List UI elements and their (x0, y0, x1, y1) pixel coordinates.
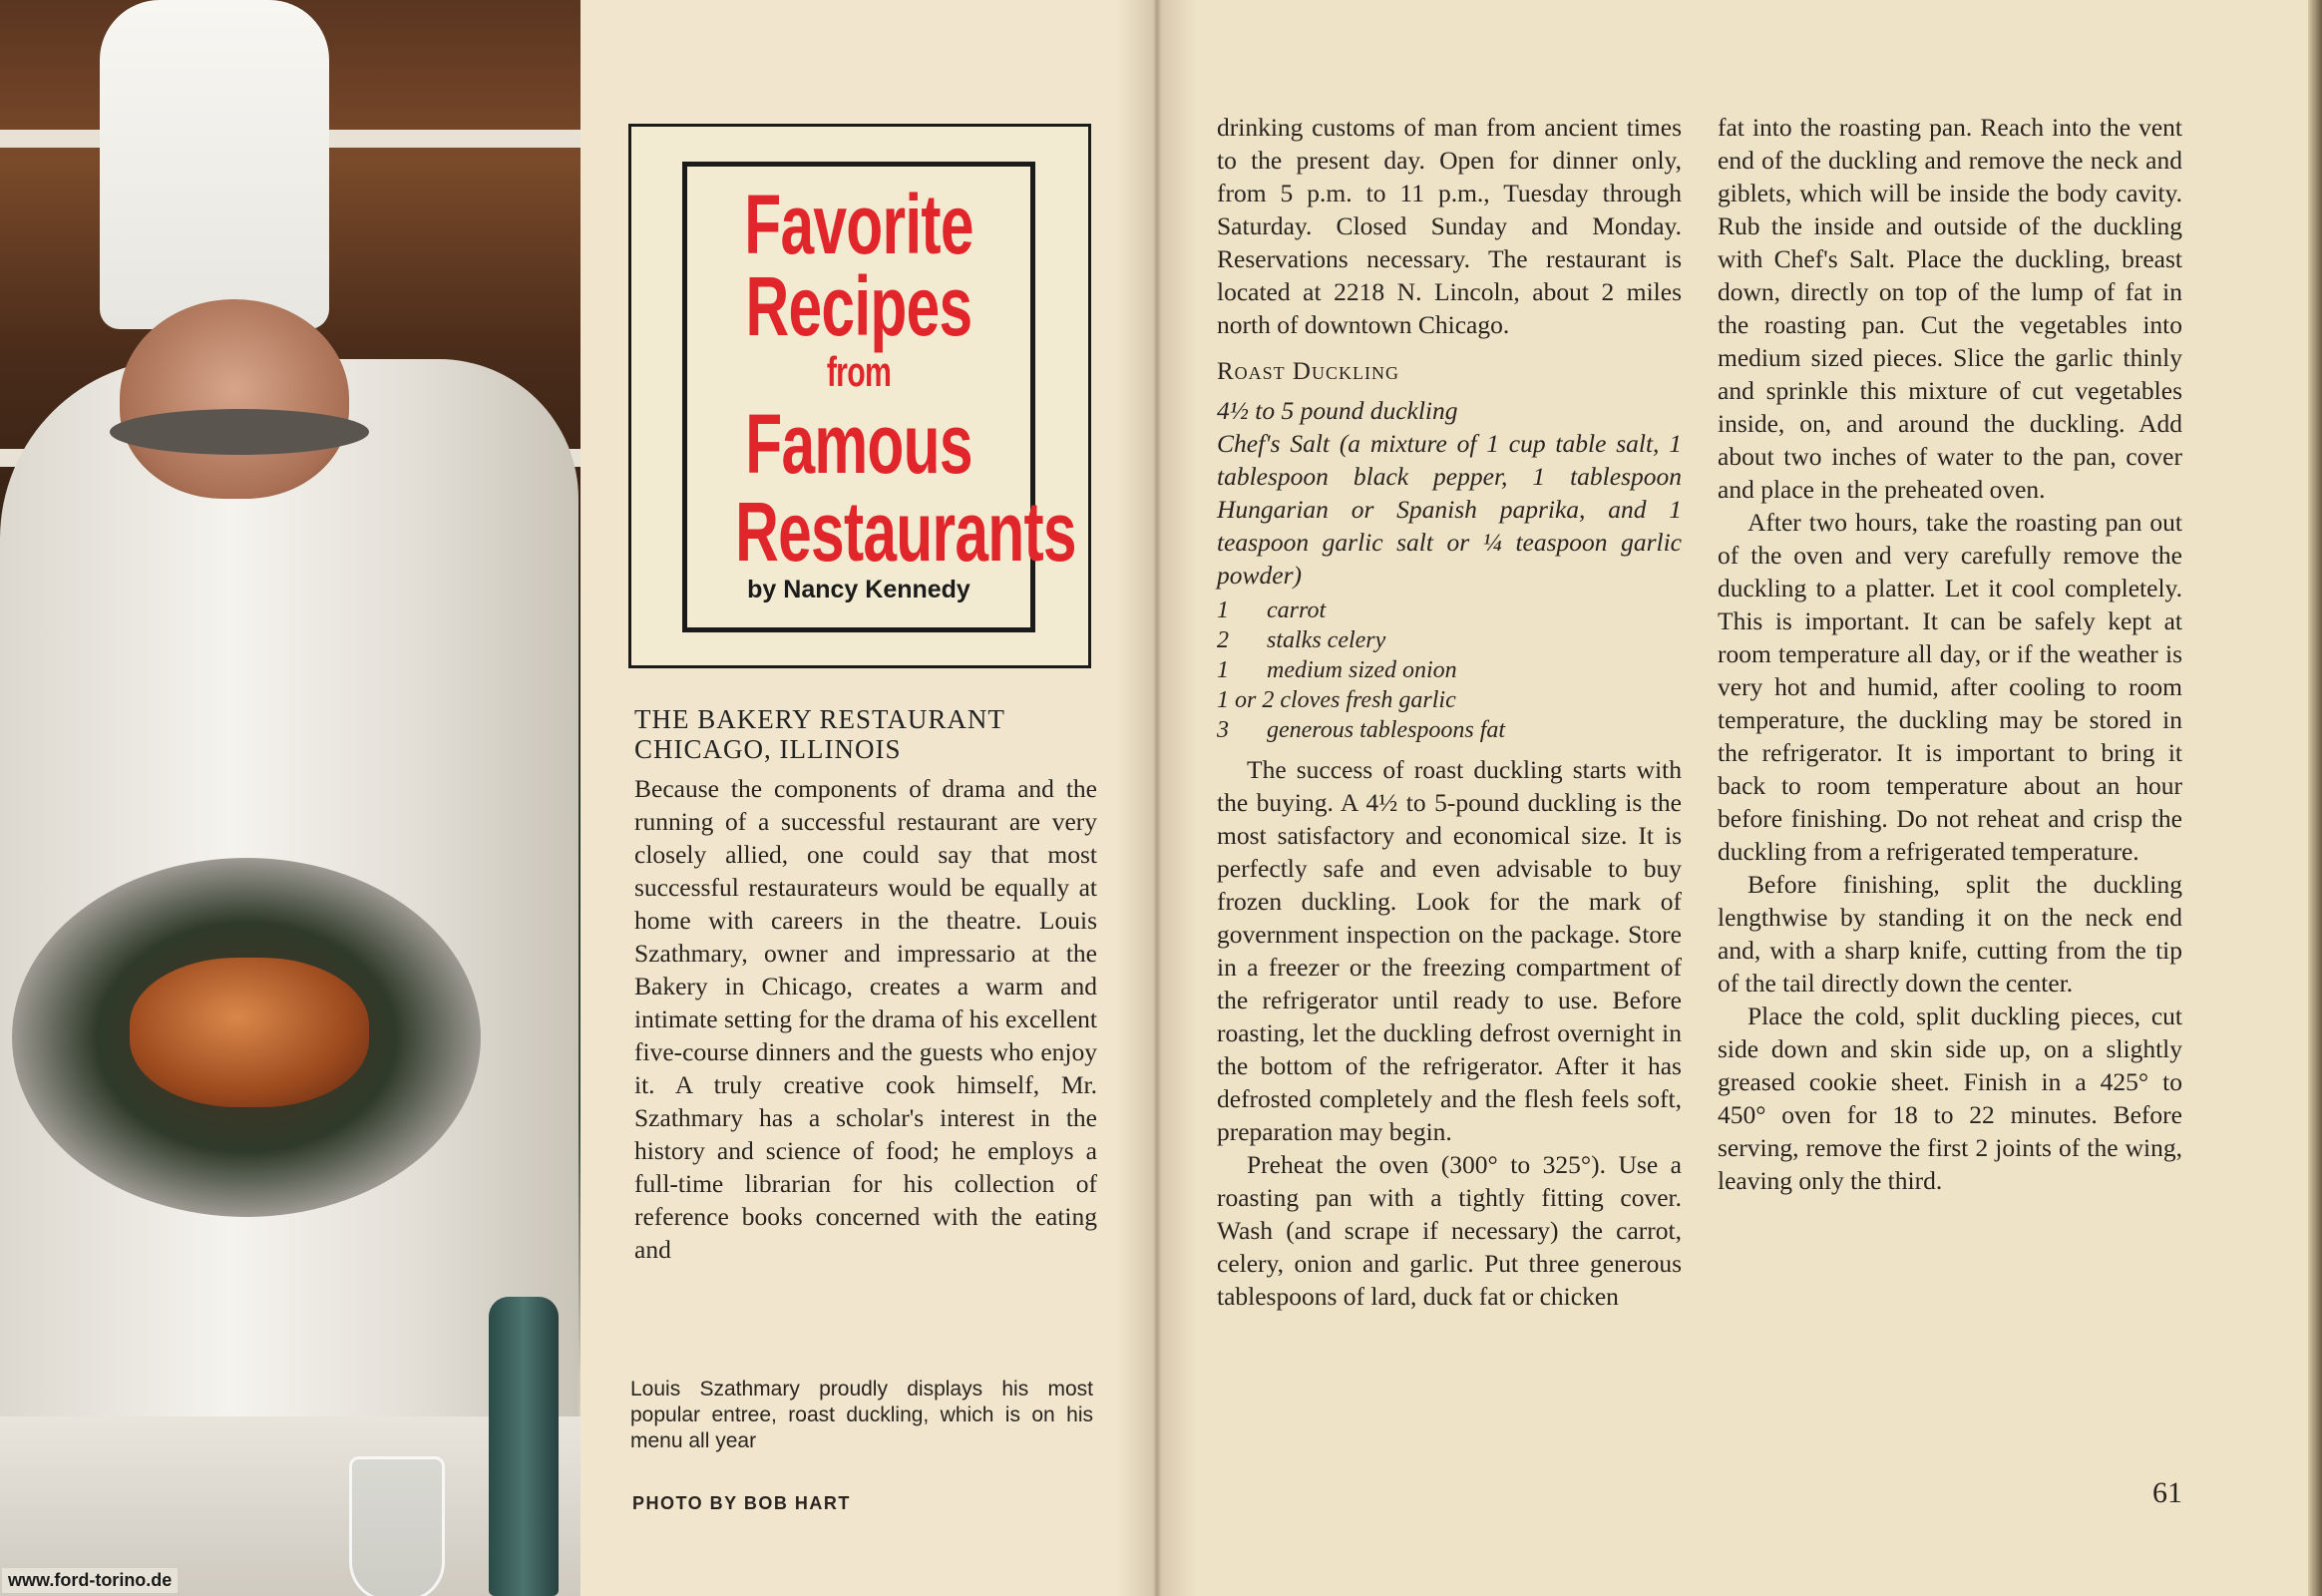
roast-duckling (130, 958, 369, 1107)
title-line-2: Recipes (745, 259, 972, 353)
photo-caption: Louis Szathmary proudly displays his most popular entree, roast duckling, which is on his menu all year (630, 1378, 1093, 1452)
ingredient-salt: Chef's Salt (a mixture of 1 cup table salt, 1 tablespoon black pepper, 1 tablespoon Hungarian or Spanish paprika, and 1 teaspoon garlic salt or ¼ teaspoon garlic powder) (1217, 429, 1682, 590)
right-column (1718, 111, 2182, 1197)
method-paragraph: fat into the roasting pan. Reach into the vent end of the duckling and remove the neck and giblets, which will be inside the body cavity. Rub the inside and outside of the duckling with Chef's Salt. Place the duckling, breast down, directly on top of the lump of fat in the roasting pan. Cut the vegetables into medium sized pieces. Slice the garlic thinly and sprinkle this mixture of cut vegetables inside, on, and around the duckling. Add about two inches of water to the pan, cover and place in the preheated oven. (1718, 113, 2182, 504)
wine-glass (349, 1456, 445, 1596)
title-line-5: Restaurants (735, 485, 1076, 579)
method-paragraph: Before finishing, split the duckling lengthwise by standing it on the neck end and, with a sharp knife, cutting from the tip of the tail directly down the center. (1718, 870, 2182, 998)
restaurant-location: CHICAGO, ILLINOIS (634, 734, 902, 764)
title-line-1: Favorite (744, 178, 973, 271)
title-line-4: Famous (745, 397, 972, 491)
chef-face (120, 299, 349, 499)
bottle (489, 1297, 559, 1596)
intro-continued: drinking customs of man from ancient times to the present day. Open for dinner only, from 5 p.m. to 11 p.m., Tuesday through Saturday. Closed Sunday and Monday. Reservations necessary. The restaurant is located at 2218 N. Lincoln, about 2 miles north of downtown Chicago. (1217, 113, 1682, 339)
title-line-3: from (826, 348, 892, 395)
page-edge (2308, 0, 2322, 1596)
intro-paragraph: Because the components of drama and the running of a successful restaurant are very closely allied, one could say that most successful restaurateurs would be equally at home with careers in the theatre. Louis Szathmary, owner and impressario at the Bakery in Chicago, creates a warm and intimate setting for the drama of his excellent five-course dinners and the guests who enjoy it. A truly creative cook himself, Mr. Szathmary has a scholar's interest in the history and science of food; he employs a full-time librarian for his collection of reference books concerned with the eating and (634, 774, 1097, 1264)
left-column (634, 704, 1097, 1266)
ingredient-row: 3 generous tablespoons fat (1217, 717, 1506, 743)
method-paragraph: Place the cold, split duckling pieces, cut side down and skin side up, on a slightly greased cookie sheet. Finish in a 425° to 450° oven for 18 to 22 minutes. Before serving, remove the first 2 joints of the wing, leaving only the third. (1718, 1001, 2182, 1195)
byline: by Nancy Kennedy (747, 576, 970, 603)
method-paragraph: After two hours, take the roasting pan out of the oven and very carefully remove the duckling to a platter. Let it cool completely. This is important. It can be safely kept at room temperature all day, or if the weather is very hot and humid, after cooling to room temperature, the duckling may be stored in the refrigerator. It is important to bring it back to room temperature about an hour before finishing. Do not reheat and crisp the duckling from a refrigerated temperature. (1718, 508, 2182, 866)
ingredient-main: 4½ to 5 pound duckling (1217, 396, 1458, 425)
chef-hat (100, 0, 329, 329)
ingredient-row: 1 carrot (1217, 598, 1327, 623)
restaurant-name: THE BAKERY RESTAURANT (634, 704, 1005, 734)
ingredient-row: 1 or 2 cloves fresh garlic (1217, 687, 1456, 713)
ingredient-row: 1 medium sized onion (1217, 657, 1457, 683)
chef-photo (0, 0, 580, 1596)
page-number: 61 (2152, 1476, 2182, 1509)
method-paragraph: The success of roast duckling starts with the buying. A 4½ to 5-pound duckling is the most satisfactory and economical size. It is perfectly safe and even advisable to buy frozen duckling. Look for the mark of government inspection on the package. Store in a freezer or the freezing compartment of the refrigerator until ready to use. Before roasting, let the duckling defrost overnight in the bottom of the refrigerator. After it has defrosted completely and the flesh feels soft, preparation may begin. (1217, 755, 1682, 1146)
chef-mustache (110, 409, 369, 455)
title-box (682, 162, 1076, 632)
ingredient-row: 2 stalks celery (1217, 627, 1386, 653)
watermark: www.ford-torino.de (2, 1568, 178, 1593)
method-paragraph: Preheat the oven (300° to 325°). Use a roasting pan with a tightly fitting cover. Wash (and scrape if necessary) the carrot, celery, onion and garlic. Put three generous tablespoons of lard, duck fat or chicken (1217, 1150, 1682, 1311)
middle-column (1217, 111, 1682, 1313)
recipe-title: Roast Duckling (1217, 358, 1399, 385)
photo-credit: PHOTO BY BOB HART (632, 1493, 851, 1513)
page-gutter (1117, 0, 1197, 1596)
